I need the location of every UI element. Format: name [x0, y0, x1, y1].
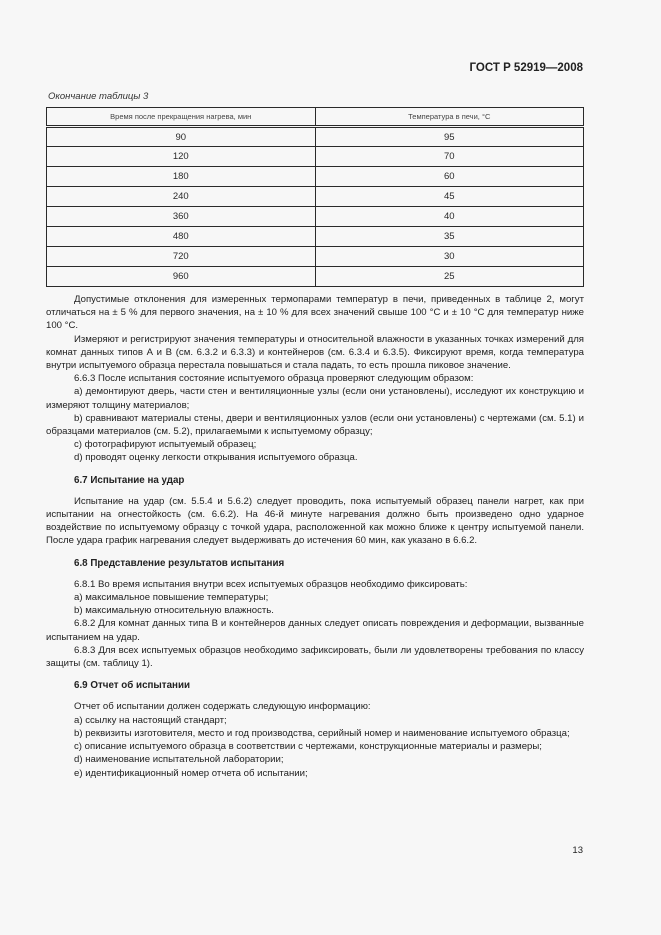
clause-6-8-3: 6.8.3 Для всех испытуемых образцов необходимо зафиксировать, были ли удовлетворены требования по классу защиты (см. таблицу 1). — [46, 644, 584, 670]
cell-temperature: 70 — [315, 147, 584, 167]
table-row — [47, 147, 584, 167]
list-item: b) максимальную относительную влажность. — [74, 605, 274, 617]
standard-code: ГОСТ Р 52919—2008 — [469, 62, 583, 74]
clause-6-8-1: 6.8.1 Во время испытания внутри всех испытуемых образцов необходимо фиксировать: — [74, 578, 468, 590]
cooling-temperature-table — [46, 107, 584, 287]
cell-temperature: 30 — [315, 247, 584, 267]
cell-time: 180 — [47, 167, 316, 187]
clause-6-6-3: 6.6.3 После испытания состояние испытуемого образца проверяют следующим образом: — [74, 373, 474, 385]
column-header-temperature: Температура в печи, °С — [315, 108, 584, 127]
list-item: a) максимальное повышение температуры; — [74, 592, 269, 604]
cell-temperature: 40 — [315, 207, 584, 227]
document-body — [46, 293, 584, 780]
section-heading-6-8: 6.8 Представление результатов испытания — [74, 557, 285, 569]
cell-temperature: 95 — [315, 127, 584, 147]
cell-time: 960 — [47, 267, 316, 287]
table-row — [47, 167, 584, 187]
list-item: e) идентификационный номер отчета об испытании; — [74, 767, 308, 779]
cell-time: 360 — [47, 207, 316, 227]
list-item: d) наименование испытательной лаборатории; — [74, 754, 284, 766]
paragraph-impact-test: Испытание на удар (см. 5.5.4 и 5.6.2) следует проводить, пока испытуемый образец панели нагрет, как при испытании на огнестойкость (см. 6.6.2). На 46-й минуте нагревания должно быть произведено одно ударное воздействие по испытуемому образцу с точкой удара, расположенной как можно ближе к центру испытуемой панели. После удара график нагревания следует выдерживать до истечения 60 мин, как указано в 6.6.2. — [46, 495, 584, 547]
cell-temperature: 60 — [315, 167, 584, 187]
cell-temperature: 25 — [315, 267, 584, 287]
paragraph-report-contents: Отчет об испытании должен содержать следующую информацию: — [74, 701, 371, 713]
table-row — [47, 247, 584, 267]
list-item: b) сравнивают материалы стены, двери и вентиляционных узлов (если они установлены) с чертежами (см. 5.1) и образцами материалов (см. 5.2), прилагаемыми к испытуемому образцу; — [46, 412, 584, 438]
list-item: a) демонтируют дверь, части стен и вентиляционные узлы (если они установлены), исследуют их конструкцию и измеряют толщину материалов; — [46, 386, 584, 411]
table-row — [47, 267, 584, 287]
cell-time: 720 — [47, 247, 316, 267]
cell-time: 240 — [47, 187, 316, 207]
table-row — [47, 127, 584, 147]
table-row — [47, 187, 584, 207]
paragraph-tolerances: Допустимые отклонения для измеренных термопарами температур в печи, приведенных в таблице 2, могут отличаться на ± 5 % для первого значения, на ± 10 % для всех значений свыше 100 °С и ± 10 °С для температур ниже 100 °С. — [46, 294, 584, 332]
paragraph-measurement: Измеряют и регистрируют значения температуры и относительной влажности в указанных точках измерений для комнат данных типов А и В (см. 6.3.2 и 6.3.3) и контейнеров (см. 6.3.4 и 6.3.5). Фиксируют время, когда температура внутри испытуемого образца перестала повышаться и стала падать, то есть прошла пиковое значение. — [46, 333, 584, 372]
table-header-row — [47, 108, 584, 127]
cell-time: 120 — [47, 147, 316, 167]
list-item: b) реквизиты изготовителя, место и год производства, серийный номер и наименование испытуемого образца; — [74, 727, 570, 739]
list-item: c) описание испытуемого образца в соответствии с чертежами, конструкционные материалы и размеры; — [74, 741, 542, 753]
section-heading-6-9: 6.9 Отчет об испытании — [74, 680, 191, 692]
column-header-time: Время после прекращения нагрева, мин — [47, 108, 316, 127]
cell-temperature: 35 — [315, 227, 584, 247]
list-item: a) ссылку на настоящий стандарт; — [74, 714, 227, 726]
clause-6-8-2: 6.8.2 Для комнат данных типа В и контейнеров данных следует описать повреждения и деформации, вызванные испытанием на удар. — [46, 618, 584, 643]
page-number: 13 — [572, 845, 583, 856]
list-item: d) проводят оценку легкости открывания испытуемого образца. — [74, 452, 358, 464]
cell-time: 90 — [47, 127, 316, 147]
list-item: c) фотографируют испытуемый образец; — [74, 439, 257, 451]
table-caption: Окончание таблицы 3 — [48, 91, 149, 102]
table-row — [47, 207, 584, 227]
section-heading-6-7: 6.7 Испытание на удар — [74, 474, 185, 486]
cell-temperature: 45 — [315, 187, 584, 207]
cell-time: 480 — [47, 227, 316, 247]
table-row — [47, 227, 584, 247]
